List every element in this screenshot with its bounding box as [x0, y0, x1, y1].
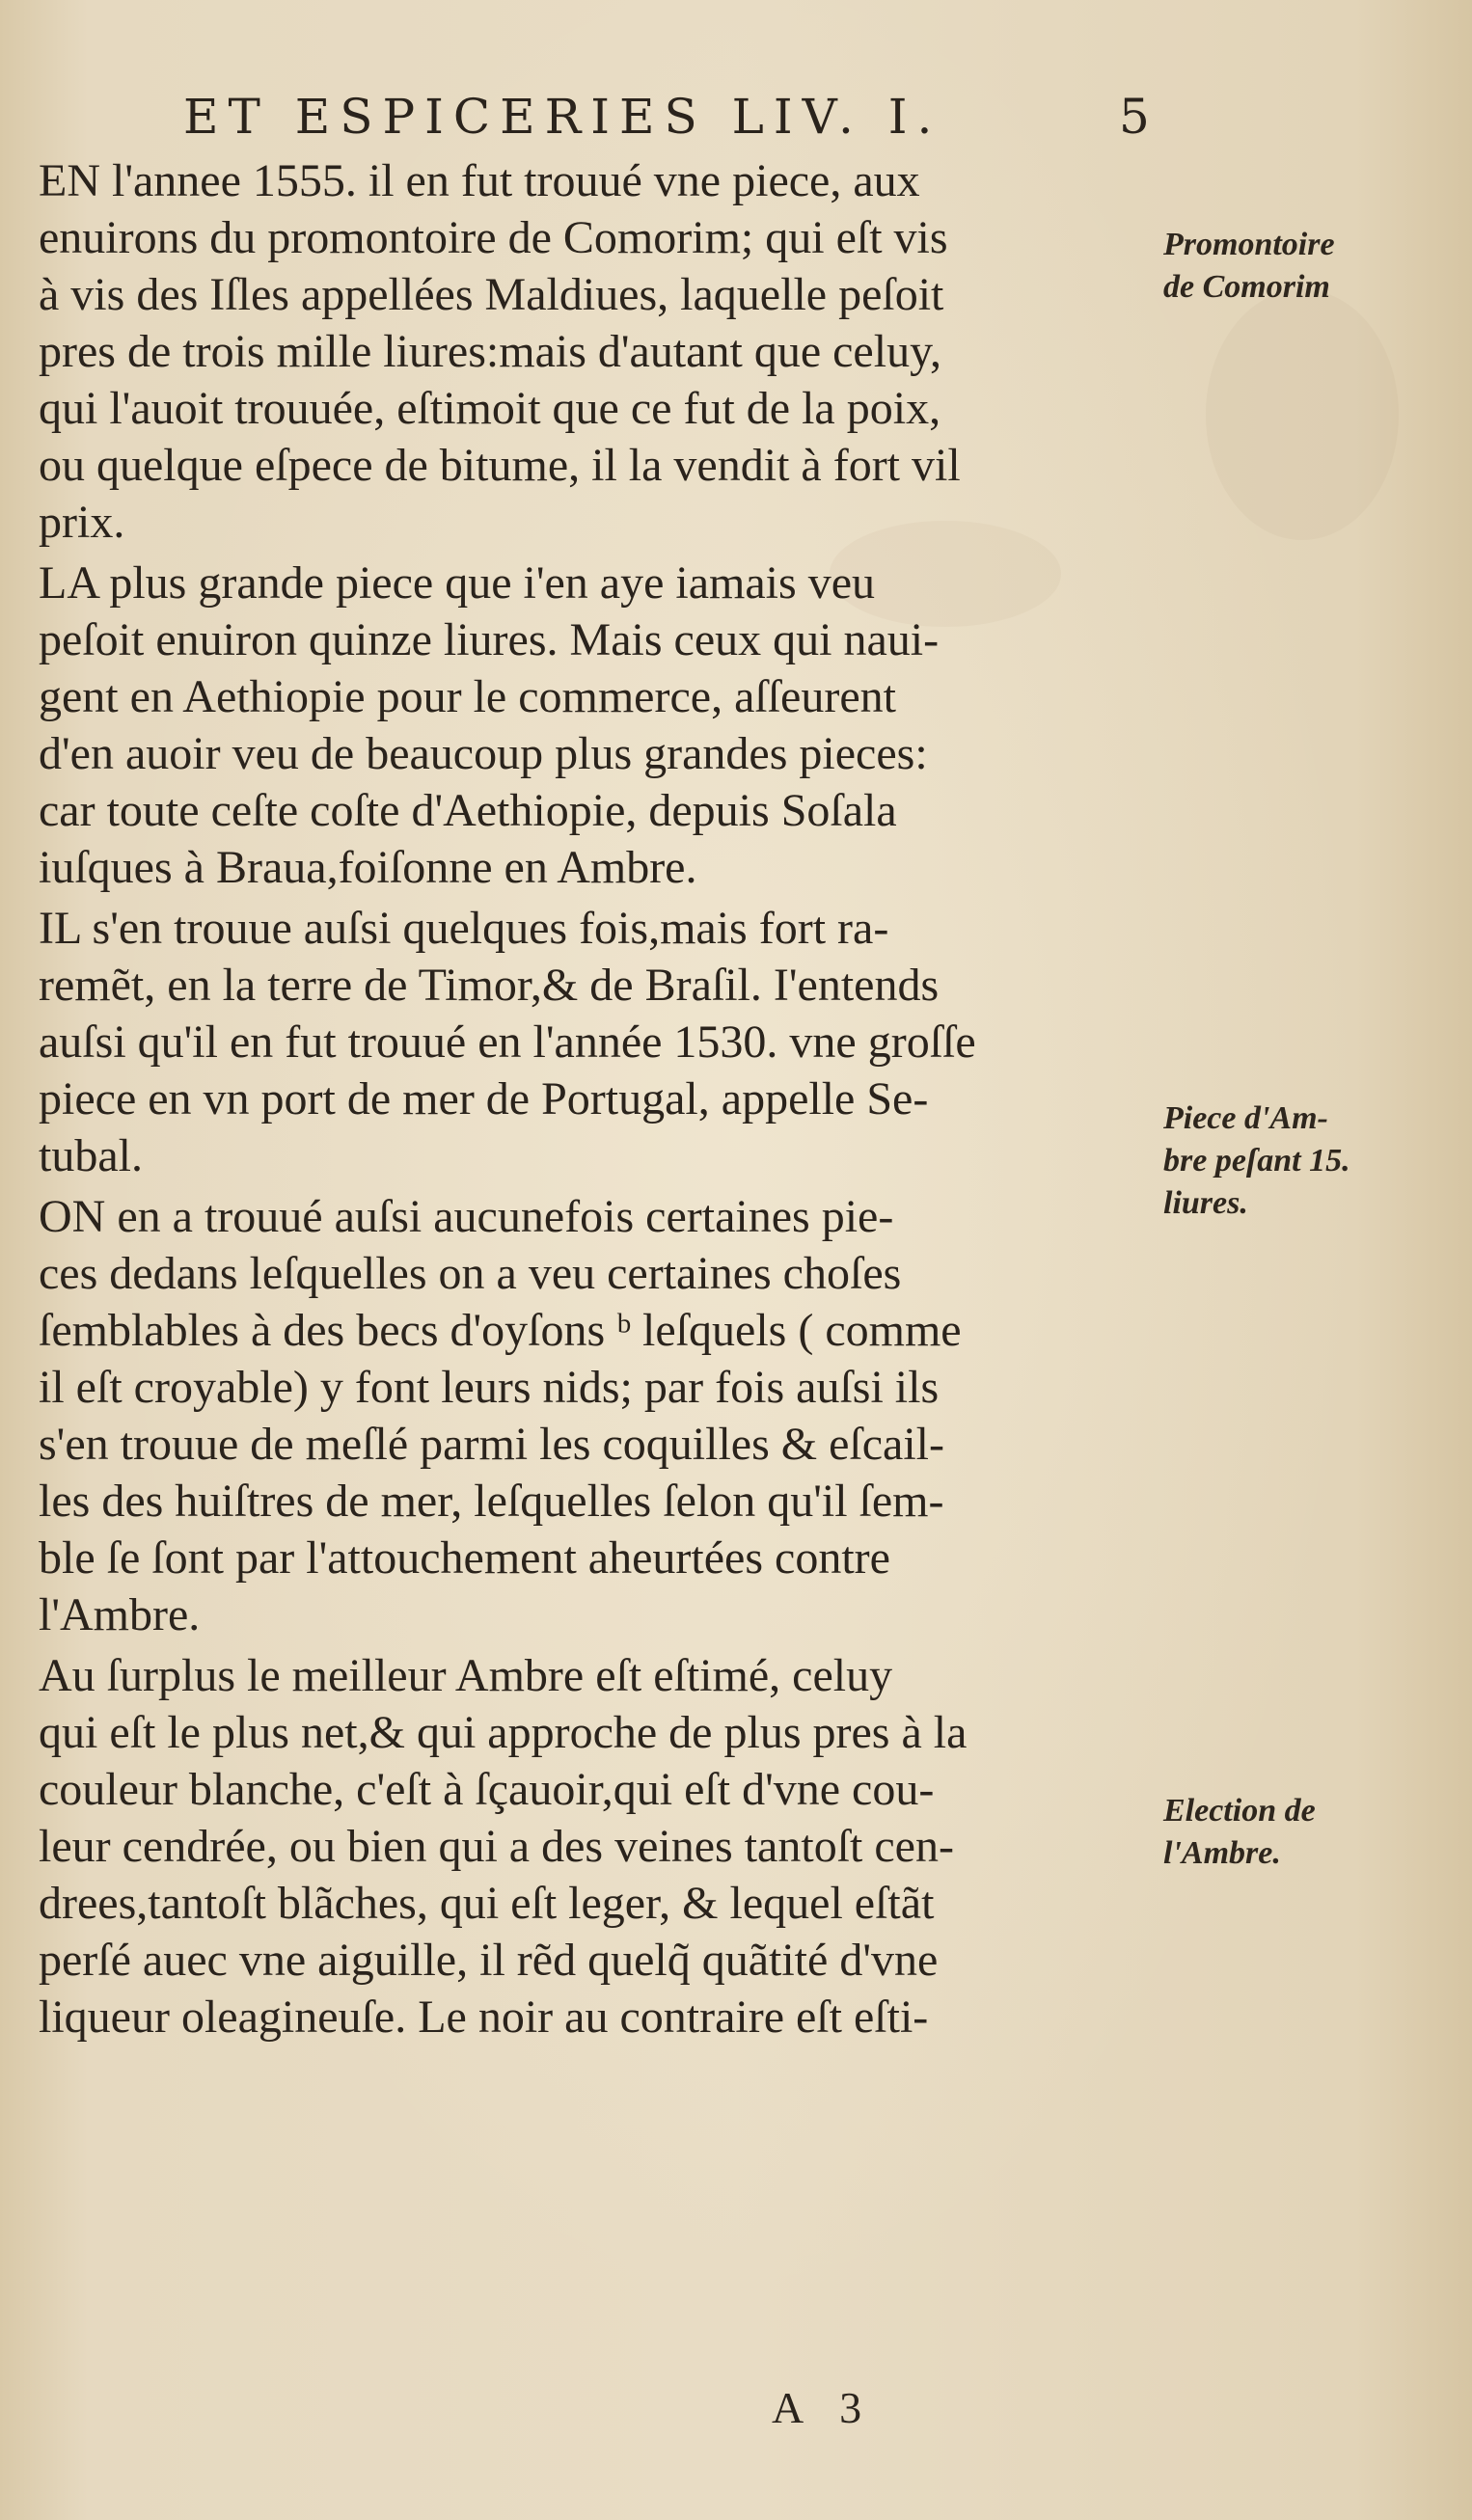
margin-note-line: Election de: [1163, 1793, 1316, 1829]
paragraph: [39, 152, 1158, 551]
paragraph: [39, 900, 1158, 1184]
margin-note-promontoire: [1163, 224, 1453, 309]
paragraph: [39, 1188, 1158, 1643]
text-line: s'en trouue de meſlé parmi les coquilles & eſcail-: [39, 1419, 944, 1470]
paragraph: [39, 555, 1158, 896]
margin-note-line: Piece d'Am-: [1163, 1100, 1328, 1136]
text-line: pres de trois mille liures:mais d'autant que celuy,: [39, 326, 941, 377]
running-head-title: ET ESPICERIES LIV. I.: [183, 89, 942, 145]
text-line: à vis des Iſles appellées Maldiues, laquelle peſoit: [39, 269, 944, 320]
text-line: il eſt croyable) y font leurs nids; par fois auſsi ils: [39, 1362, 940, 1413]
page-number: 5: [1119, 89, 1150, 145]
margin-note-line: liures.: [1163, 1185, 1248, 1221]
text-line: liqueur oleagineuſe. Le noir au contraire eſt eſti-: [39, 1992, 929, 2043]
text-line: les des huiſtres de mer, leſquelles ſelon qu'il ſem-: [39, 1476, 944, 1527]
margin-note-piece: [1163, 1097, 1453, 1225]
text-line: l'Ambre.: [39, 1589, 201, 1640]
margin-note-line: de Comorim: [1163, 269, 1330, 305]
text-line: ON en a trouué auſsi aucunefois certaines pie-: [39, 1191, 894, 1242]
margin-note-line: l'Ambre.: [1163, 1835, 1281, 1871]
text-line: qui l'auoit trouuée, eſtimoit que ce fut de la poix,: [39, 383, 941, 434]
text-line: iuſques à Braua,foiſonne en Ambre.: [39, 842, 697, 893]
text-line: EN l'annee 1555. il en fut trouué vne piece, aux: [39, 155, 920, 206]
paragraph: [39, 1647, 1158, 2046]
text-line: peſoit enuiron quinze liures. Mais ceux qui naui-: [39, 614, 940, 665]
text-line: ble ſe ſont par l'attouchement aheurtées contre: [39, 1532, 890, 1584]
text-line: drees,tantoſt blãches, qui eſt leger, & lequel eſtãt: [39, 1878, 935, 1929]
text-line: d'en auoir veu de beaucoup plus grandes pieces:: [39, 728, 928, 779]
text-line: Au ſurplus le meilleur Ambre eſt eſtimé, celuy: [39, 1650, 893, 1701]
paper-stain: [1206, 289, 1399, 540]
text-line: ſemblables à des becs d'oyſons ᵇ leſquels ( comme: [39, 1305, 962, 1356]
text-line: prix.: [39, 497, 125, 548]
text-line: piece en vn port de mer de Portugal, appelle Se-: [39, 1073, 929, 1125]
text-line: LA plus grande piece que i'en aye iamais veu: [39, 557, 875, 609]
running-head: [174, 89, 1186, 147]
margin-note-line: bre peſant 15.: [1163, 1143, 1350, 1179]
text-line: auſsi qu'il en fut trouué en l'année 1530. vne groſſe: [39, 1016, 976, 1068]
text-line: couleur blanche, c'eſt à ſçauoir,qui eſt d'vne cou-: [39, 1764, 935, 1815]
text-line: car toute ceſte coſte d'Aethiopie, depuis Soſala: [39, 785, 897, 836]
text-line: gent en Aethiopie pour le commerce, aſſeurent: [39, 671, 896, 722]
text-line: enuirons du promontoire de Comorim; qui eſt vis: [39, 212, 948, 263]
text-line: ces dedans leſquelles on a veu certaines choſes: [39, 1248, 902, 1299]
text-line: remẽt, en la terre de Timor,& de Braſil. I'entends: [39, 960, 940, 1011]
main-text: [39, 152, 1158, 2049]
signature-mark: A 3: [772, 2383, 876, 2432]
text-line: qui eſt le plus net,& qui approche de plus pres à la: [39, 1707, 968, 1758]
margin-note-line: Promontoire: [1163, 227, 1335, 262]
margin-note-election: [1163, 1790, 1453, 1875]
text-line: tubal.: [39, 1130, 143, 1181]
text-line: perſé auec vne aiguille, il rẽd quelq̃ quãtité d'vne: [39, 1935, 939, 1986]
text-line: IL s'en trouue auſsi quelques fois,mais fort ra-: [39, 903, 889, 954]
text-line: leur cendrée, ou bien qui a des veines tantoſt cen-: [39, 1821, 954, 1872]
text-line: ou quelque eſpece de bitume, il la vendit à fort vil: [39, 440, 961, 491]
